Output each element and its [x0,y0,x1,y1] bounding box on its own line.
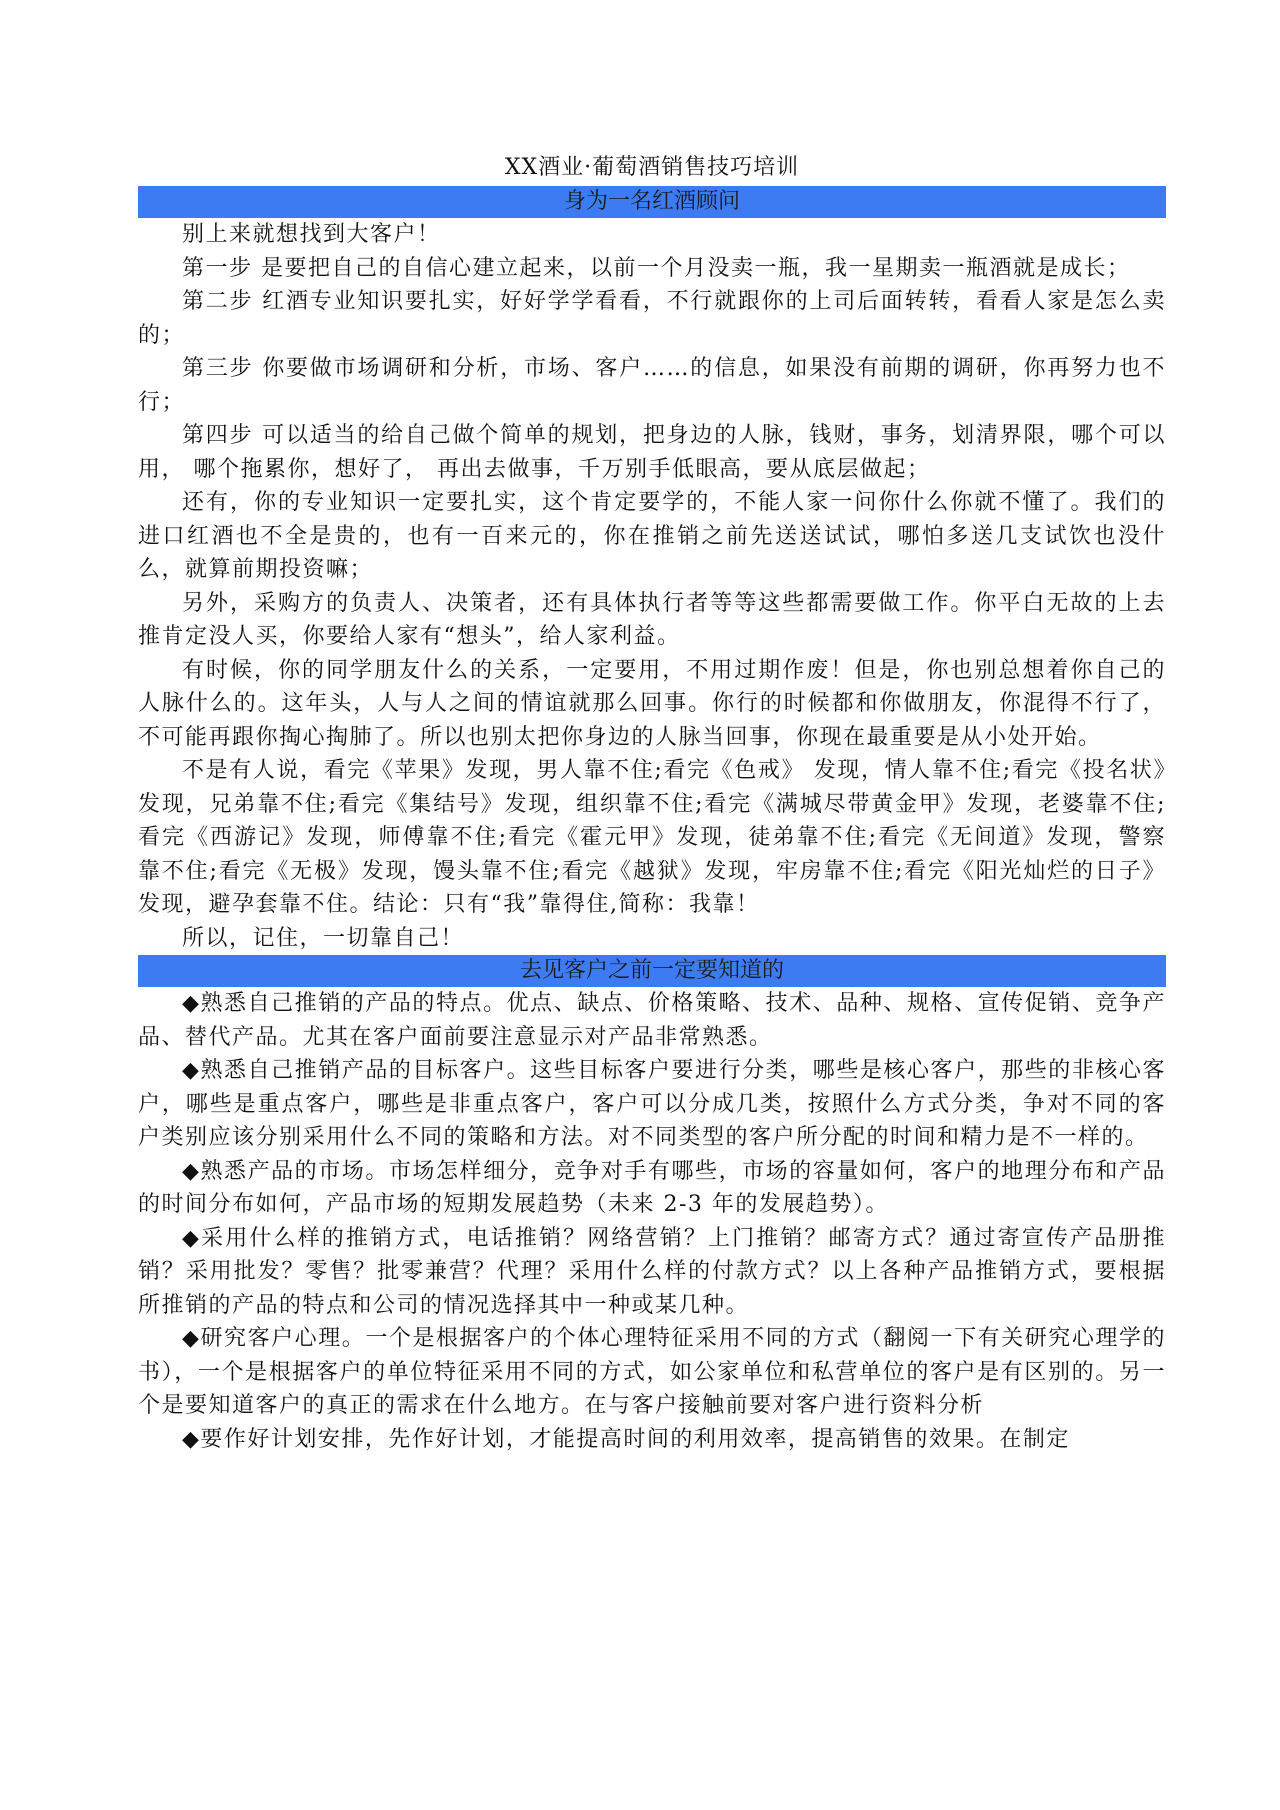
paragraph: 所以，记住，一切靠自己！ [182,925,465,951]
bullet-paragraph: ◆熟悉产品的市场。市场怎样细分，竞争对手有哪些，市场的容量如何，客户的地理分布和产品的时间分布如何，产品市场的短期发展趋势（未来 2-3 年的发展趋势）。 [138,1158,1166,1217]
document-content [138,152,1166,1456]
paragraph: 还有，你的专业知识一定要扎实，这个肯定要学的，不能人家一问你什么你就不懂了。我们的进口红酒也不全是贵的，也有一百来元的，你在推销之前先送送试试，哪怕多送几支试饮也没什么，就算前期投资嘛； [138,490,1166,582]
bullet-paragraph: ◆熟悉自己推销产品的目标客户。这些目标客户要进行分类，哪些是核心客户，那些的非核心客户，哪些是重点客户，哪些是非重点客户，客户可以分成几类，按照什么方式分类，争对不同的客户类别应该分别采用什么不同的策略和方法。对不同类型的客户所分配的时间和精力是不一样的。 [138,1058,1166,1150]
paragraph: 不是有人说，看完《苹果》发现，男人靠不住;看完《色戒》 发现，情人靠不住;看完《投名状》发现，兄弟靠不住;看完《集结号》发现，组织靠不住;看完《满城尽带黄金甲》发现，老婆靠不住;看完《西游记》发现，师傅靠不住;看完《霍元甲》发现，徒弟靠不住;看完《无间道》发现，警察靠不住;看完《无极》发现，馒头靠不住;看完《越狱》发现，牢房靠不住;看完《阳光灿烂的日子》发现，避孕套靠不住。结论：只有“我”靠得住,简称：我靠！ [138,758,1166,917]
bullet-paragraph: ◆采用什么样的推销方式，电话推销？网络营销？上门推销？邮寄方式？通过寄宣传产品册推销？采用批发？零售？批零兼营？代理？采用什么样的付款方式？以上各种产品推销方式，要根据所推销的产品的特点和公司的情况选择其中一种或某几种。 [138,1225,1166,1318]
paragraph: 第二步 红酒专业知识要扎实，好好学学看看，不行就跟你的上司后面转转，看看人家是怎么卖的； [138,289,1166,348]
bullet-paragraph: ◆研究客户心理。一个是根据客户的个体心理特征采用不同的方式（翻阅一下有关研究心理学的书），一个是根据客户的单位特征采用不同的方式，如公家单位和私营单位的客户是有区别的。另一个是要知道客户的真正的需求在什么地方。在与客户接触前要对客户进行资料分析 [138,1326,1166,1418]
section-heading-before-meeting-clients: 去见客户之前一定要知道的 [138,955,1166,987]
paragraph: 别上来就想找到大客户！ [182,222,441,247]
bullet-paragraph: ◆要作好计划安排，先作好计划，才能提高时间的利用效率，提高销售的效果。在制定 [182,1426,1070,1452]
paragraph: 第四步 可以适当的给自己做个简单的规划，把身边的人脉，钱财，事务，划清界限，哪个可以用， 哪个拖累你，想好了， 再出去做事，千万别手低眼高，要从底层做起； [138,423,1166,482]
paragraph: 第一步 是要把自己的自信心建立起来，以前一个月没卖一瓶，我一星期卖一瓶酒就是成长； [182,255,1131,281]
paragraph: 第三步 你要做市场调研和分析，市场、客户……的信息，如果没有前期的调研，你再努力也不行； [138,356,1166,415]
bullet-paragraph: ◆熟悉自己推销的产品的特点。优点、缺点、价格策略、技术、品种、规格、宣传促销、竞争产品、替代产品。尤其在客户面前要注意显示对产品非常熟悉。 [138,991,1166,1050]
document-title: XX酒业·葡萄酒销售技巧培训 [504,155,800,180]
section-heading-wine-consultant: 身为一名红酒顾问 [138,186,1166,218]
paragraph: 另外，采购方的负责人、决策者，还有具体执行者等等这些都需要做工作。你平白无故的上去推肯定没人买，你要给人家有“想头”，给人家利益。 [138,590,1166,649]
paragraph: 有时候，你的同学朋友什么的关系，一定要用，不用过期作废！但是，你也别总想着你自己的人脉什么的。这年头，人与人之间的情谊就那么回事。你行的时候都和你做朋友，你混得不行了，不可能再跟你掏心掏肺了。所以也别太把你身边的人脉当回事，你现在最重要是从小处开始。 [138,657,1166,750]
